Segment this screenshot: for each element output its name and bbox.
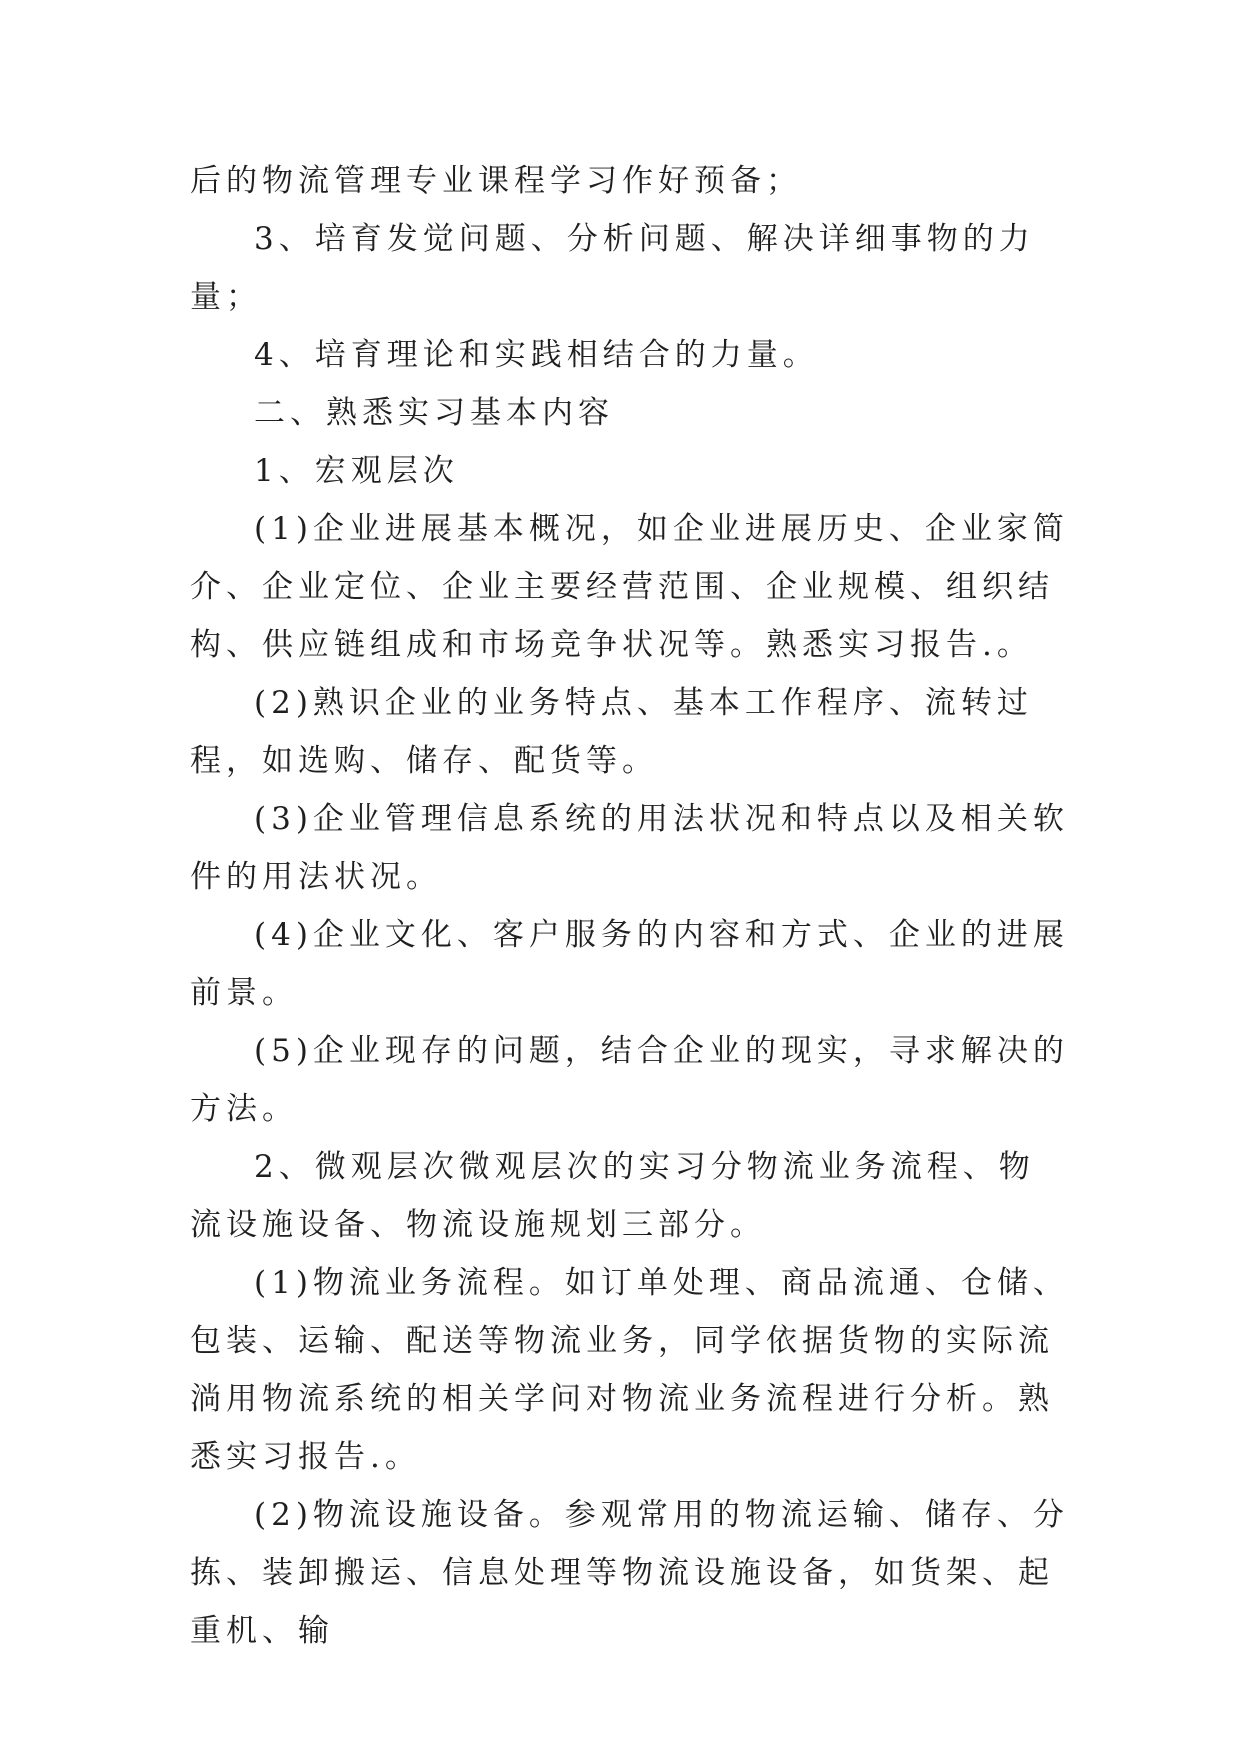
paragraph: 4、培育理论和实践相结合的力量。: [254, 337, 819, 373]
paragraph: 2、微观层次微观层次的实习分物流业务流程、物流设施设备、物流设施规划三部分。: [190, 1149, 1035, 1243]
paragraph: (5)企业现存的问题，结合企业的现实，寻求解决的方法。: [190, 1033, 1069, 1127]
body-text: [190, 152, 1070, 1660]
subsection-heading: 1、宏观层次: [254, 453, 459, 489]
paragraph: (3)企业管理信息系统的用法状况和特点以及相关软件的用法状况。: [190, 801, 1069, 895]
paragraph: 3、培育发觉问题、分析问题、解决详细事物的力量；: [190, 221, 1035, 315]
paragraph: 后的物流管理专业课程学习作好预备；: [190, 163, 802, 199]
paragraph: (2)物流设施设备。参观常用的物流运输、储存、分拣、装卸搬运、信息处理等物流设施设备，如货架、起重机、输: [190, 1497, 1069, 1649]
section-heading: 二、熟悉实习基本内容: [254, 395, 614, 431]
paragraph: (2)熟识企业的业务特点、基本工作程序、流转过程，如选购、储存、配货等。: [190, 685, 1033, 779]
paragraph: (4)企业文化、客户服务的内容和方式、企业的进展前景。: [190, 917, 1069, 1011]
paragraph: (1)物流业务流程。如订单处理、商品流通、仓储、包装、运输、配送等物流业务，同学依据货物的实际流淌用物流系统的相关学问对物流业务流程进行分析。熟悉实习报告.。: [190, 1265, 1069, 1475]
paragraph: (1)企业进展基本概况，如企业进展历史、企业家简介、企业定位、企业主要经营范围、企业规模、组织结构、供应链组成和市场竞争状况等。熟悉实习报告.。: [190, 511, 1069, 663]
